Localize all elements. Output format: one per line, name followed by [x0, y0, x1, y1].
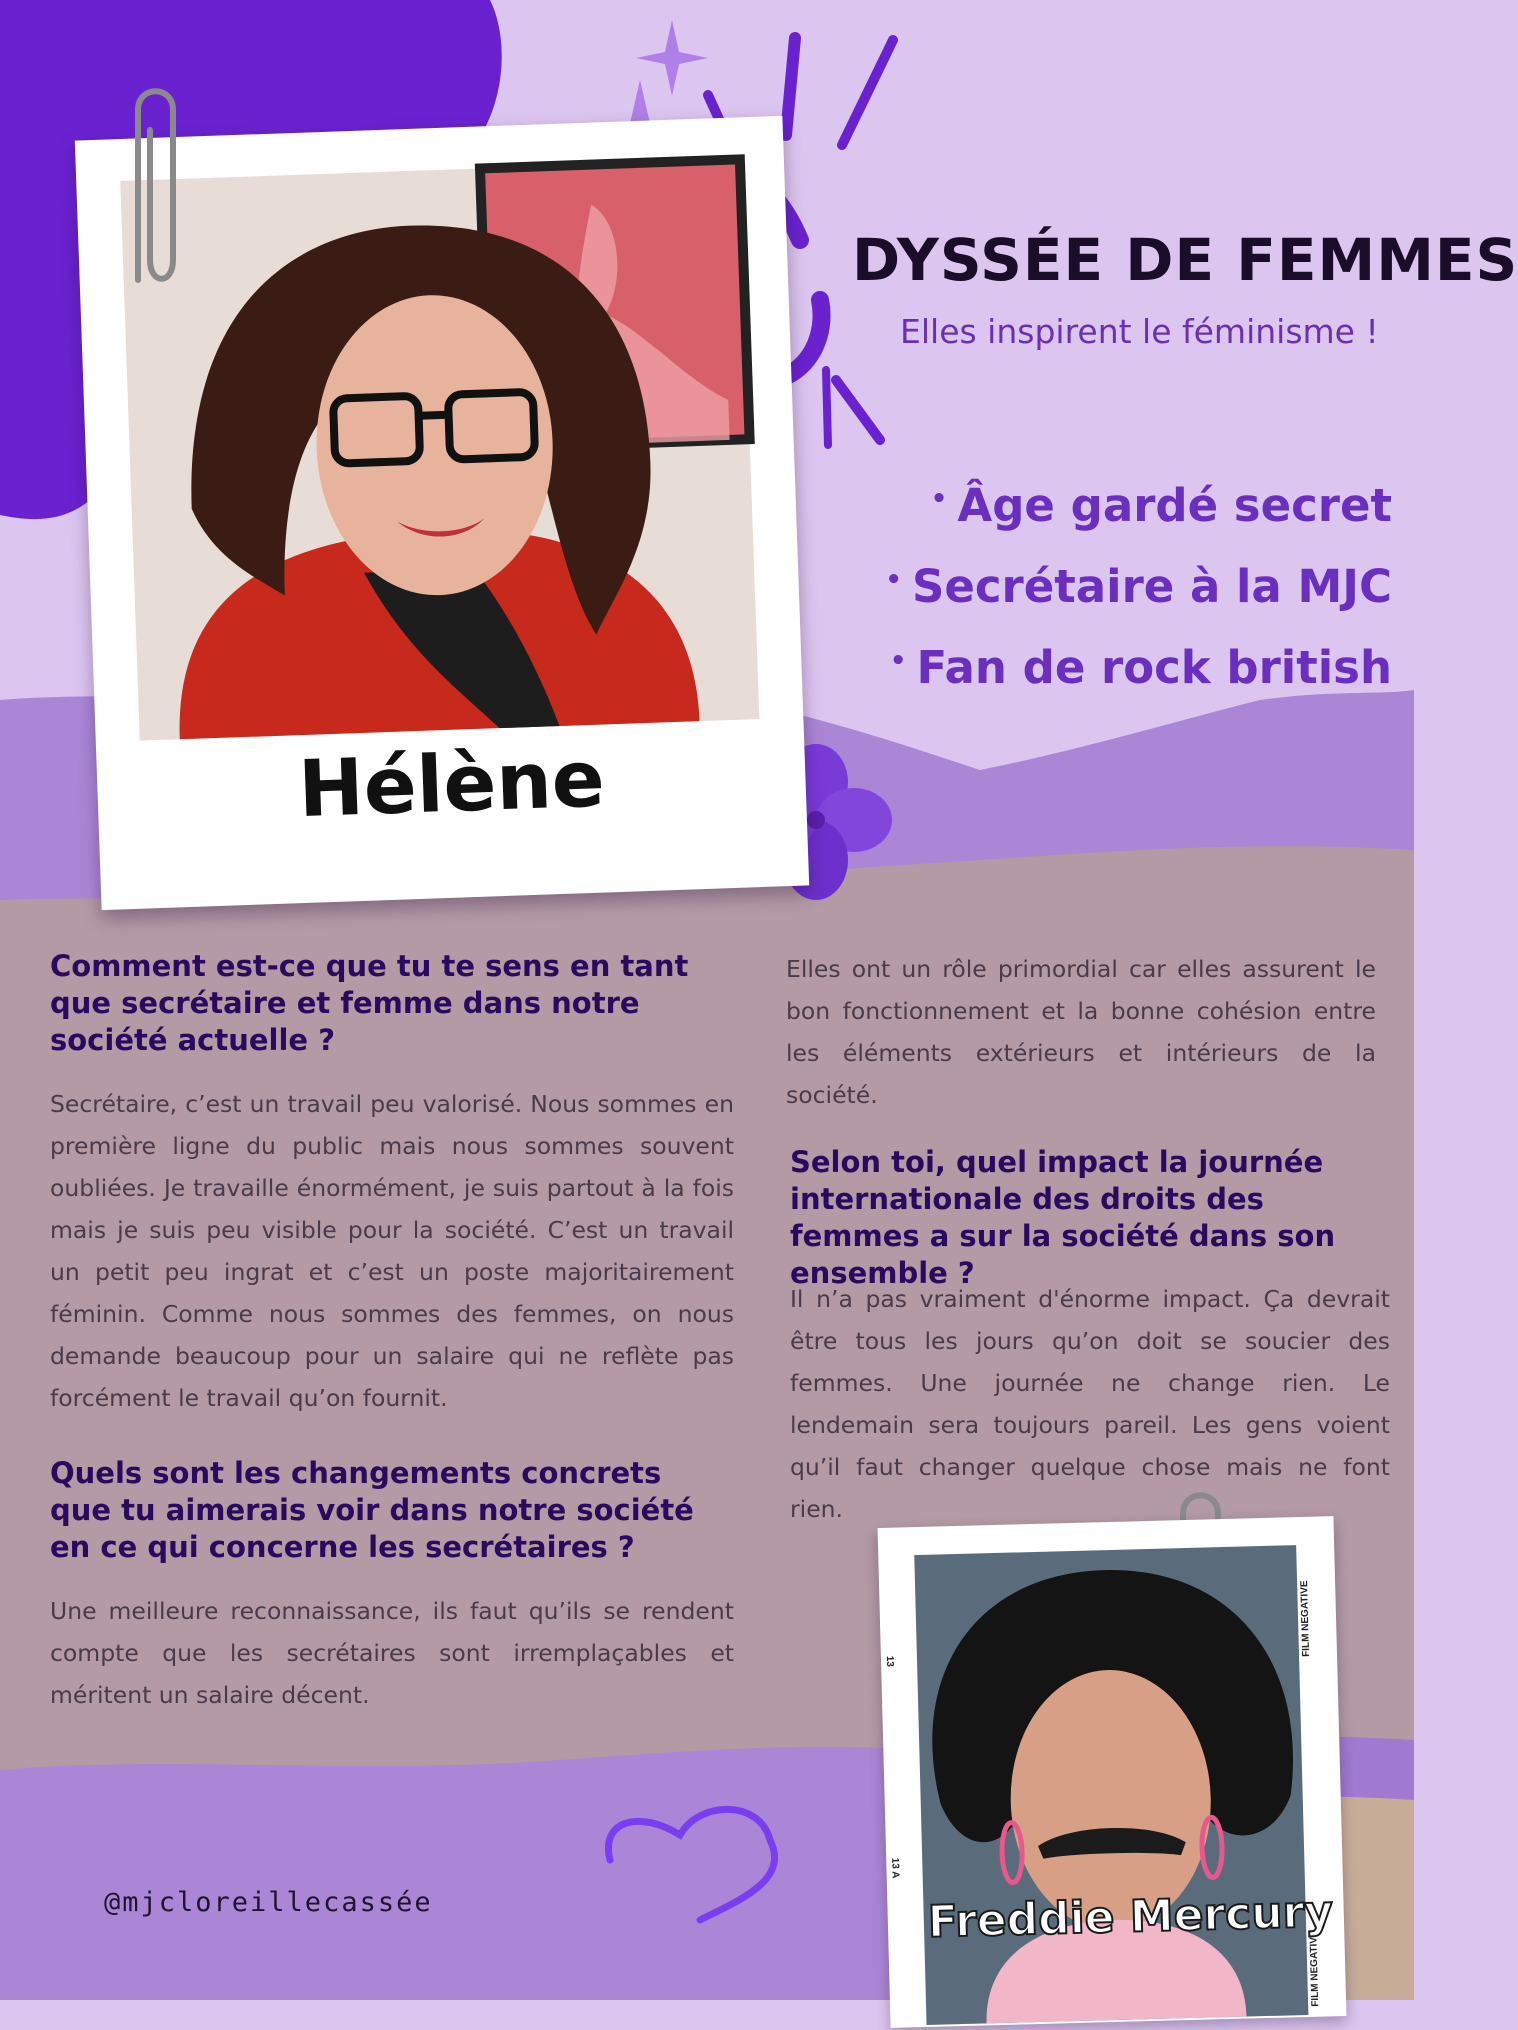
answer-1-continued: Elles ont un rôle primordial car elles assurent le bon fonctionnement et la bonne cohésion entre les éléments extérieurs et intérieurs de la société. [786, 955, 1376, 1109]
film-label: 13 [883, 1655, 896, 1668]
brand-title: DYSSÉE DE FEMMES [852, 226, 1518, 294]
brand-subtitle: Elles inspirent le féminisme ! [900, 312, 1379, 351]
film-label: FILM NEGATIVE [1308, 1930, 1322, 2007]
answer-1: Secrétaire, c’est un travail peu valorisé. Nous sommes en première ligne du public mais nous sommes souvent oubliées. Je travaille énormément, je suis partout à la fois mais je suis peu visible pour la société. C’est un travail un petit peu ingrat et c’est un poste majoritairement féminin. Comme nous sommes des femmes, on nous demande beaucoup pour un salaire qui ne reflète pas forcément le travail qu’on fournit. [50, 1090, 734, 1412]
question-1: Comment est-ce que tu te sens en tant que secrétaire et femme dans notre société actuelle ? [50, 949, 689, 1057]
film-label: FILM NEGATIVE [1299, 1580, 1313, 1658]
fact-job: • Secrétaire à la MJC [885, 543, 1392, 624]
social-handle[interactable]: @mjcloreillecassée [104, 1887, 433, 1918]
purple-band-bottom [0, 1747, 1000, 2000]
film-photo-frame [878, 1516, 1347, 2028]
portrait-photo [120, 159, 759, 740]
question-3: Selon toi, quel impact la journée internationale des droits des femmes a sur la société dans son ensemble ? [790, 1145, 1336, 1290]
fact-age: • Âge gardé secret [885, 462, 1392, 543]
answer-3: Il n’a pas vraiment d'énorme impact. Ça devrait être tous les jours qu’on doit se soucier des femmes. Une journée ne change rien. Le lendemain sera toujours pareil. Les gens voient qu’il faut changer quelque chose mais ne font rien. [790, 1285, 1390, 1523]
profile-name: Hélène [296, 734, 607, 836]
facts-list [885, 462, 1392, 705]
paperclip-icon [118, 80, 188, 300]
question-2: Quels sont les changements concrets que tu aimerais voir dans notre société en ce qui concerne les secrétaires ? [50, 1456, 694, 1564]
idol-name: Freddie Mercury [927, 1886, 1334, 1948]
answer-2: Une meilleure reconnaissance, ils faut qu’ils se rendent compte que les secrétaires sont irremplaçables et méritent un salaire décent. [50, 1597, 734, 1709]
film-label: 13 A [889, 1857, 901, 1879]
fact-music: • Fan de rock british [885, 624, 1392, 705]
